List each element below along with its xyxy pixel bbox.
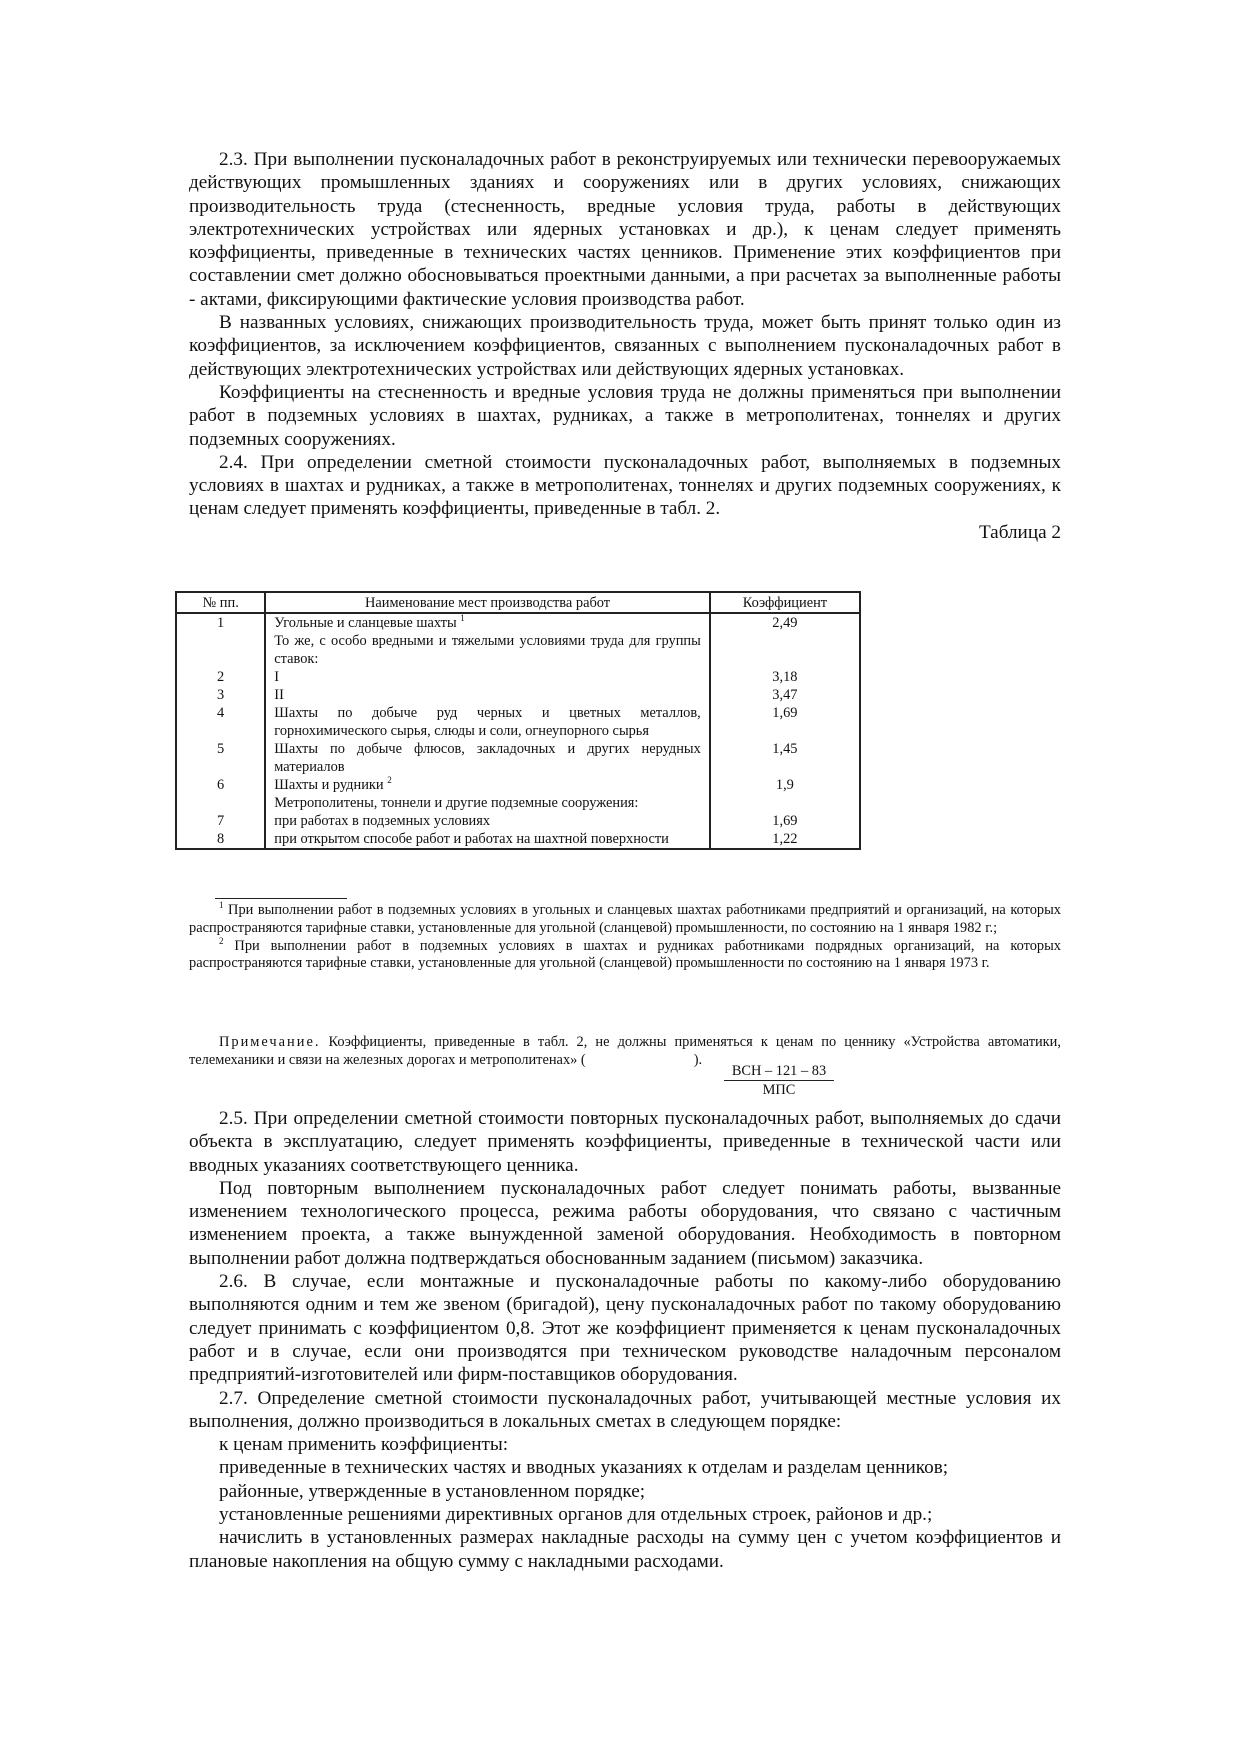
row-name: Угольные и сланцевые шахты $^1$: [265, 613, 709, 632]
note-block: [189, 1034, 1061, 1070]
footnote-2: $^2$ При выполнении работ в подземных условиях в шахтах и рудниках работниками подрядных организаций, на которых распространяются тарифные ставки, установленные для угольной (сланцевой) промышленности по состоянию на 1 января 1973 г.: [189, 935, 1061, 972]
footnote-ref: 2: [387, 775, 392, 786]
row-number: 7: [176, 812, 265, 830]
row-number: 5: [176, 740, 265, 776]
list-item: установленные решениями директивных органов для отдельных строек, районов и др.;: [219, 1504, 933, 1526]
row-name: Шахты и рудники $^2$: [265, 776, 709, 794]
row-name: Метрополитены, тоннели и другие подземные сооружения:: [265, 794, 709, 812]
footnote-ref: 1: [460, 613, 465, 624]
row-number: 1: [176, 613, 265, 632]
col-header-number: № пп.: [176, 592, 265, 613]
table-row: [176, 704, 860, 740]
note-text: Примечание. Коэффициенты, приведенные в табл. 2, не должны применяться к ценам по ценнику «Устройства автоматики, телемеханики и связи на железных дорогах и метрополитенах» ( ).: [189, 1034, 1061, 1068]
document-page: [189, 148, 1061, 544]
paragraph-2-3: 2.3. При выполнении пусконаладочных работ в реконструируемых или технически перевооружаемых действующих промышленных зданиях и сооружениях или в других условиях, снижающих производительность труда (стесненность, вредные условия труда, работы в действующих электротехнических устройствах или ядерных установках и др.), к ценам следует применять коэффициенты, приведенные в технических частях ценников. Применение этих коэффициентов при составлении смет должно обосновываться проектными данными, а при расчетах за выполненные работы - актами, фиксирующими фактические условия производства работ.: [189, 149, 1061, 310]
row-name: при работах в подземных условиях: [265, 812, 709, 830]
footnote-1: $^1$ При выполнении работ в подземных условиях в угольных и сланцевых шахтах работниками предприятий и организаций, на которых распространяются тарифные ставки, установленные для угольной (сланцевой) промышленности, по состоянию на 1 января 1982 г.;: [189, 900, 1061, 936]
col-header-coefficient: Коэффициент: [710, 592, 860, 613]
row-number: [176, 632, 265, 668]
row-coefficient: 1,22: [710, 830, 860, 849]
table-caption: Таблица 2: [978, 521, 1061, 543]
note-label: Примечание.: [219, 1034, 321, 1050]
fraction-numerator: ВСН – 121 – 83: [724, 1062, 834, 1081]
table-row: [176, 812, 860, 830]
table-row: [176, 668, 860, 686]
paragraph-2-3-underground: Коэффициенты на стесненность и вредные условия труда не должны применяться при выполнении работ в подземных условиях в шахтах, рудниках, а также в метрополитенах, тоннелях и других подземных сооружениях.: [189, 381, 1061, 450]
note-fraction: [724, 1062, 834, 1099]
table-row: [176, 776, 860, 794]
row-coefficient: [710, 632, 860, 668]
table-row: [176, 686, 860, 704]
paragraph-2-3-conditions: В названных условиях, снижающих производительность труда, может быть принят только один из коэффициентов, за исключением коэффициентов, связанных с выполнением пусконаладочных работ в действующих электротехнических устройствах или действующих ядерных установках.: [189, 312, 1061, 380]
table-row: [176, 740, 860, 776]
paragraph-2-5: 2.5. При определении сметной стоимости повторных пусконаладочных работ, выполняемых до сдачи объекта в эксплуатацию, следует применять коэффициенты, приведенные в технической части или вводных указаниях соответствующего ценника.: [189, 1108, 1061, 1176]
paragraph-2-6: 2.6. В случае, если монтажные и пусконаладочные работы по какому-либо оборудованию выполняются одним и тем же звеном (бригадой), цену пусконаладочных работ по такому оборудованию следует принимать с коэффициентом 0,8. Этот же коэффициент применяется к ценам пусконаладочных работ и в случае, если они производятся при техническом руководстве наладочным персоналом предприятий-изготовителей или фирм-поставщиков оборудования.: [189, 1271, 1061, 1386]
row-name: Шахты по добыче флюсов, закладочных и других нерудных материалов: [265, 740, 709, 776]
row-name: I: [265, 668, 709, 686]
col-header-name: Наименование мест производства работ: [265, 592, 709, 613]
row-coefficient: 3,47: [710, 686, 860, 704]
row-coefficient: 3,18: [710, 668, 860, 686]
footnote-divider: [215, 898, 347, 899]
row-coefficient: 1,69: [710, 812, 860, 830]
list-item: районные, утвержденные в установленном порядке;: [219, 1480, 646, 1502]
table-row: [176, 632, 860, 668]
list-item: приведенные в технических частях и вводных указаниях к отделам и разделам ценников;: [219, 1457, 949, 1479]
table-row: [176, 794, 860, 812]
row-number: [176, 794, 265, 812]
list-item: начислить в установленных размерах накладные расходы на сумму цен с учетом коэффициентов и плановые накопления на общую сумму с накладными расходами.: [189, 1527, 1061, 1572]
row-coefficient: [710, 794, 860, 812]
row-number: 8: [176, 830, 265, 849]
list-item: к ценам применить коэффициенты:: [219, 1434, 509, 1456]
row-number: 4: [176, 704, 265, 740]
row-number: 6: [176, 776, 265, 794]
row-coefficient: 1,69: [710, 704, 860, 740]
row-name: Шахты по добыче руд черных и цветных металлов, горнохимического сырья, слюды и соли, огнеупорного сырья: [265, 704, 709, 740]
row-number: 3: [176, 686, 265, 704]
document-page-continued: [189, 1107, 1061, 1573]
paragraph-2-7: 2.7. Определение сметной стоимости пусконаладочных работ, учитывающей местные условия их выполнения, должно производиться в локальных сметах в следующем порядке:: [189, 1387, 1061, 1432]
table-row: [176, 830, 860, 849]
row-name: II: [265, 686, 709, 704]
row-name: при открытом способе работ и работах на шахтной поверхности: [265, 830, 709, 849]
table-row: [176, 613, 860, 632]
table-header-row: [176, 592, 860, 613]
paragraph-2-4: 2.4. При определении сметной стоимости пусконаладочных работ, выполняемых в подземных условиях в шахтах и рудниках, а также в метрополитенах, тоннелях и других подземных сооружениях, к ценам следует применять коэффициенты, приведенные в табл. 2.: [189, 451, 1061, 520]
coefficients-table: [175, 591, 861, 850]
row-number: 2: [176, 668, 265, 686]
row-coefficient: 1,9: [710, 776, 860, 794]
fraction-denominator: МПС: [762, 1082, 796, 1098]
paragraph-2-5-repeat: Под повторным выполнением пусконаладочных работ следует понимать работы, вызванные изменением технологического процесса, режима работы оборудования, что связано с частичным изменением проекта, а также вынужденной заменой оборудования. Необходимость в повторном выполнении работ должна подтверждаться обоснованным заданием (письмом) заказчика.: [189, 1177, 1061, 1269]
row-coefficient: 1,45: [710, 740, 860, 776]
footnotes: [189, 898, 1061, 973]
row-name: То же, с особо вредными и тяжелыми условиями труда для группы ставок:: [265, 632, 709, 668]
row-coefficient: 2,49: [710, 613, 860, 632]
